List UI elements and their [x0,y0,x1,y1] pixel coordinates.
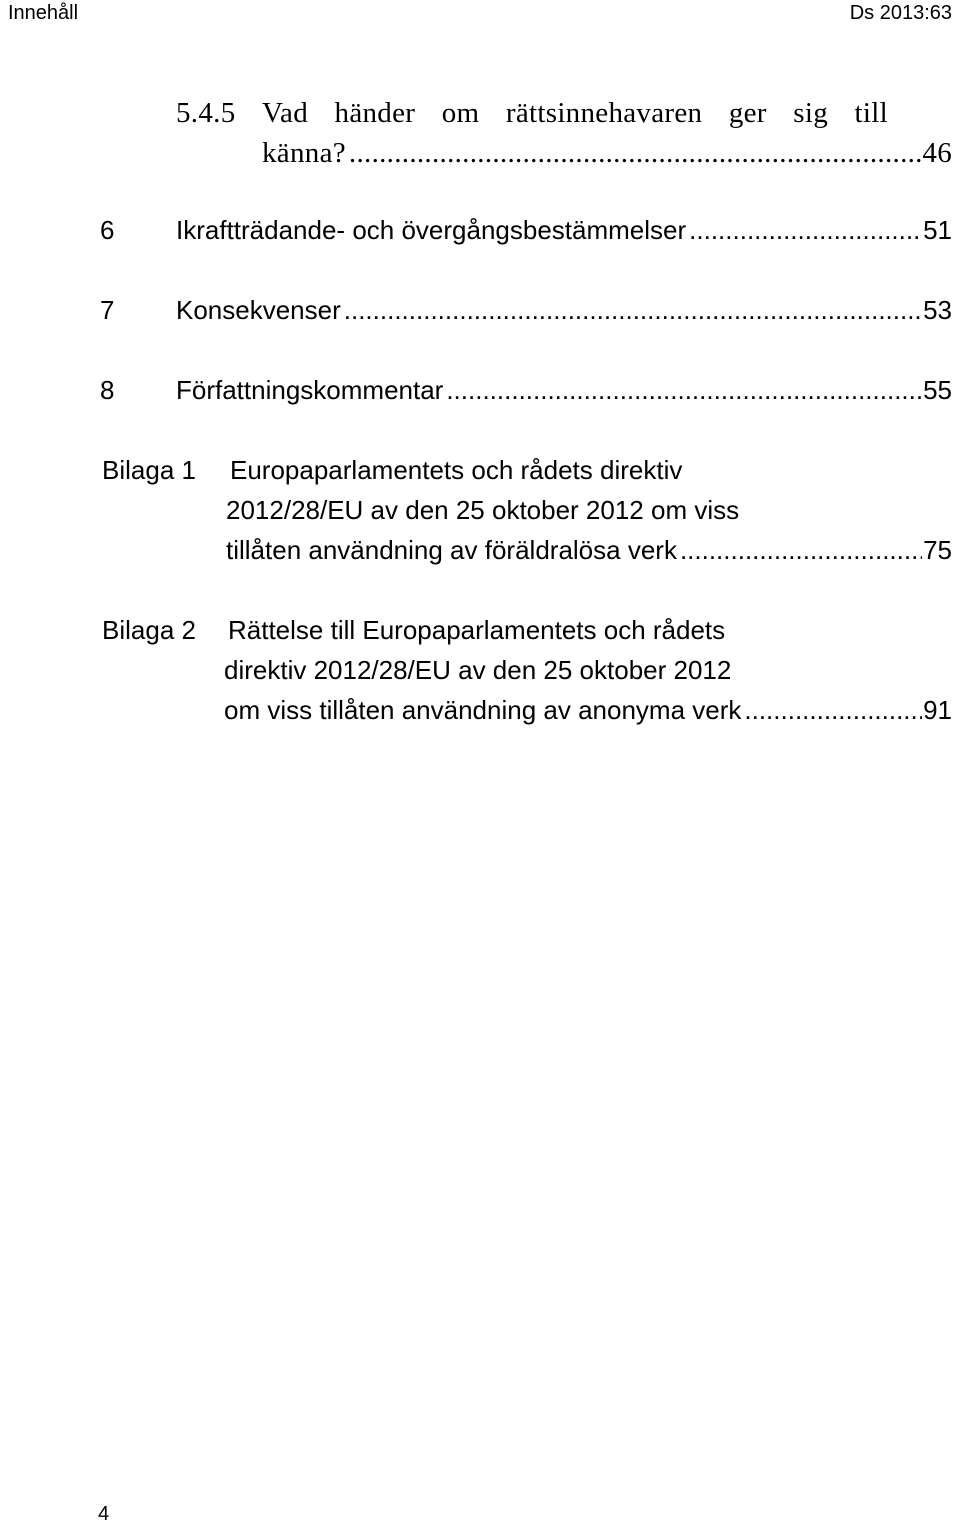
toc-appendix-title-line3: tillåten användning av föräldralösa verk [226,535,677,565]
toc-entry-page: 91 [923,695,952,725]
toc-entry-page: 75 [923,535,952,565]
toc-entry-page: 55 [923,375,952,405]
toc-entry-number: 6 [100,215,115,245]
dot-leader [349,137,921,170]
toc-appendix-title-line2: 2012/28/EU av den 25 oktober 2012 om viss [226,495,740,525]
toc-appendix-title-line3: om viss tillåten användning av anonyma verk [224,695,742,725]
toc-entry-title: Konsekvenser [176,295,341,325]
toc-entry-page: 51 [923,215,952,245]
header-section-title: Innehåll [8,2,79,24]
toc-entry-title: Författningskommentar [176,375,444,405]
toc-entry-page: 46 [922,137,952,169]
dot-leader [689,215,922,246]
toc-entry-number: 5.4.5 [176,97,236,129]
dot-leader [446,375,922,406]
toc-entry-page: 53 [923,295,952,325]
toc-appendix-label: Bilaga 1 [102,455,196,485]
toc-entry-title: Ikraftträdande- och övergångsbestämmelser [176,215,687,245]
toc-entry-title-line1: Vad händer om rättsinnehavaren ger sig till [262,97,888,129]
toc-appendix-label: Bilaga 2 [102,615,196,645]
toc-appendix-title-line1: Europaparlamentets och rådets direktiv [230,455,683,485]
toc-appendix-title-line1: Rättelse till Europaparlamentets och rådets [228,615,726,645]
page-number: 4 [98,1503,110,1525]
toc-entry-number: 8 [100,375,115,405]
dot-leader [344,295,922,326]
page-header [8,2,952,28]
header-document-id: Ds 2013:63 [849,2,952,24]
toc-entry-number: 7 [100,295,115,325]
dot-leader [744,695,922,726]
toc-appendix-title-line2: direktiv 2012/28/EU av den 25 oktober 2012 [224,655,732,685]
dot-leader [680,535,922,566]
toc-entry-title-line2: känna? ..... 46 [262,137,952,170]
